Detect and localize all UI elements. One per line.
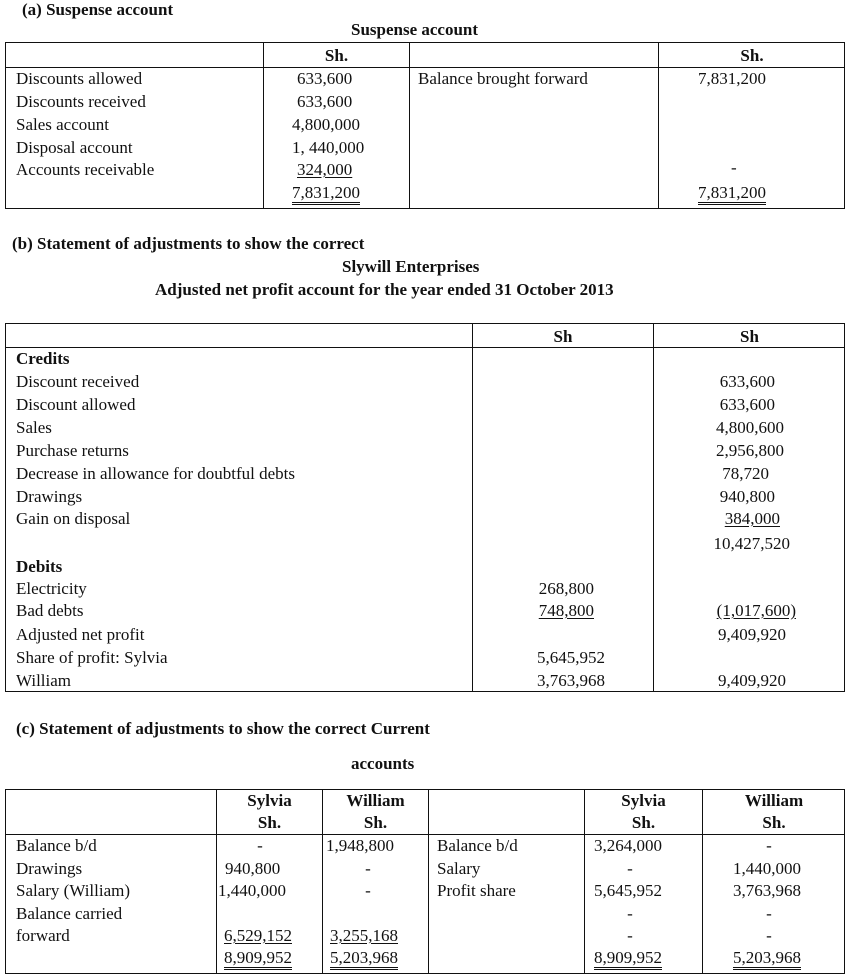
cell-sylvia: 5,645,952: [594, 881, 662, 900]
dash: -: [766, 904, 772, 923]
col-header-william: William: [346, 791, 405, 810]
row-amount: 324,000: [297, 160, 353, 179]
row-label: William: [16, 671, 72, 690]
part-b-heading: (b) Statement of adjustments to show the correct: [12, 234, 365, 253]
row-label: Share of profit: Sylvia: [16, 648, 168, 667]
row-label: Salary: [437, 859, 481, 878]
row-amount: 7,831,200: [698, 69, 766, 88]
row-amount: 633,600: [719, 372, 775, 391]
row-label: Disposal account: [16, 138, 133, 157]
total-right: 7,831,200: [698, 184, 766, 205]
part-a-heading: (a) Suspense account: [22, 0, 174, 19]
cell-sylvia: 1,440,000: [218, 881, 286, 900]
cell-william: 3,255,168: [330, 926, 398, 945]
col-divider: [263, 42, 264, 209]
row-amount: 633,600: [297, 69, 353, 88]
total-sylvia: 8,909,952: [224, 949, 292, 970]
dash: -: [627, 926, 633, 945]
cell-william: -: [766, 836, 772, 855]
cell-sylvia: 940,800: [225, 859, 281, 878]
col-header-sh: Sh.: [762, 813, 786, 832]
col-header-sh: Sh.: [631, 813, 656, 832]
row-label: Profit share: [437, 881, 516, 900]
row-amount: 633,600: [297, 92, 353, 111]
row-amount: 633,600: [719, 395, 775, 414]
row-amount: 4,800,000: [292, 115, 360, 134]
col-header-sh-left: Sh.: [324, 46, 349, 65]
cell-william: -: [365, 881, 371, 900]
row-amount: 3,763,968: [537, 671, 605, 690]
col-header-sh: Sh: [740, 327, 759, 346]
dash: -: [731, 158, 737, 177]
row-label: Balance b/d: [437, 836, 518, 855]
row-label: Drawings: [16, 487, 83, 506]
cell-sylvia: -: [627, 859, 633, 878]
row-label: Accounts receivable: [16, 160, 155, 179]
row-label: Balance carried: [16, 904, 123, 923]
header-divider: [5, 67, 845, 68]
debits-label: Debits: [16, 557, 63, 576]
row-label: Decrease in allowance for doubtful debts: [16, 464, 295, 483]
col-header-william: William: [744, 791, 804, 810]
cell-william: -: [365, 859, 371, 878]
credits-label: Credits: [16, 349, 70, 368]
row-label: Sales account: [16, 115, 109, 134]
col-divider: [472, 323, 473, 692]
col-divider: [658, 42, 659, 209]
total-william: 5,203,968: [330, 949, 398, 970]
header-divider: [5, 834, 845, 835]
part-b-title: Adjusted net profit account for the year ended 31 October 2013: [155, 280, 614, 299]
row-label: Gain on disposal: [16, 509, 131, 528]
row-label: forward: [16, 926, 70, 945]
row-amount: 2,956,800: [716, 441, 784, 460]
row-label: Balance brought forward: [418, 69, 588, 88]
row-label: Sales: [16, 418, 52, 437]
row-amount: 268,800: [538, 579, 594, 598]
row-label: Bad debts: [16, 601, 84, 620]
row-label: Discounts received: [16, 92, 146, 111]
dash: -: [627, 904, 633, 923]
row-label: Salary (William): [16, 881, 131, 900]
cell-william: 1,440,000: [733, 859, 801, 878]
header-divider: [5, 347, 845, 348]
row-amount: 1, 440,000: [292, 138, 365, 157]
row-total: 9,409,920: [718, 671, 786, 690]
row-total: (1,017,600): [716, 601, 796, 620]
cell-sylvia: 3,264,000: [594, 836, 662, 855]
total-sylvia: 8,909,952: [594, 949, 662, 970]
part-a-title: Suspense account: [351, 20, 479, 39]
col-header-sylvia: Sylvia: [621, 791, 666, 810]
cell-sylvia: 6,529,152: [224, 926, 292, 945]
col-header-sh: Sh.: [363, 813, 388, 832]
row-amount: 5,645,952: [537, 648, 605, 667]
cell-sylvia: -: [257, 836, 263, 855]
total-left: 7,831,200: [292, 184, 360, 205]
company-name: Slywill Enterprises: [342, 257, 480, 276]
part-c-heading-2: accounts: [351, 754, 415, 773]
row-label: Balance b/d: [16, 836, 97, 855]
col-header-sh-right: Sh.: [740, 46, 764, 65]
cell-william: 1,948,800: [326, 836, 394, 855]
col-divider: [409, 42, 410, 209]
col-header-sh: Sh.: [257, 813, 282, 832]
col-header-sh: Sh: [553, 327, 573, 346]
col-header-sylvia: Sylvia: [247, 791, 292, 810]
row-label: Adjusted net profit: [16, 625, 145, 644]
credits-total: 10,427,520: [713, 534, 790, 553]
row-label: Electricity: [16, 579, 87, 598]
row-amount: 78,720: [722, 464, 769, 483]
part-c-heading: (c) Statement of adjustments to show the correct Current: [16, 719, 430, 738]
total-william: 5,203,968: [733, 949, 801, 970]
row-label: Purchase returns: [16, 441, 129, 460]
row-label: Drawings: [16, 859, 83, 878]
row-total: 9,409,920: [718, 625, 786, 644]
col-divider: [428, 789, 429, 974]
row-amount: 940,800: [719, 487, 775, 506]
row-label: Discounts allowed: [16, 69, 143, 88]
row-amount: 4,800,600: [716, 418, 784, 437]
row-label: Discount received: [16, 372, 140, 391]
dash: -: [766, 926, 772, 945]
row-amount: 384,000: [724, 509, 780, 528]
row-amount: 748,800: [538, 601, 594, 620]
row-label: Discount allowed: [16, 395, 136, 414]
cell-william: 3,763,968: [733, 881, 801, 900]
